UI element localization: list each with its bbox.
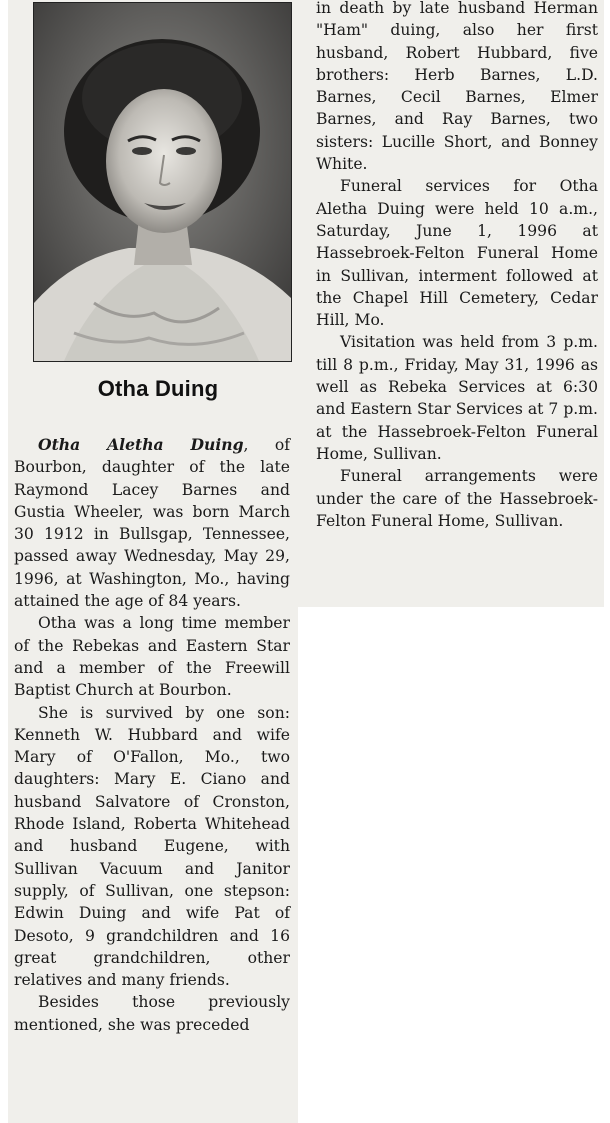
body-left-column: [14, 434, 290, 1036]
lead-paragraph-text: , of Bourbon, daughter of the late Raymond Lacey Barnes and Gustia Wheeler, was born March 30 1912 in Bullsgap, Tennessee, passed away Wednesday, May 29, 1996, at Washington, Mo., having attained the age of 84 years.: [14, 436, 290, 611]
arrangements-paragraph: Funeral arrangements were under the care of the Hassebroek-Felton Funeral Home, Sullivan.: [316, 467, 598, 530]
lead-paragraph: [14, 434, 290, 612]
survivors-paragraph: She is survived by one son: Kenneth W. Hubbard and wife Mary of O'Fallon, Mo., two daughters: Mary E. Ciano and husband Salvatore of Cronston, Rhode Island, Roberta Whitehead and husband Eugene, with Sullivan Vacuum and Janitor supply, of Sullivan, one stepson: Edwin Duing and wife Pat of Desoto, 9 grandchildren and 16 great grandchildren, other relatives and many friends.: [14, 703, 290, 990]
membership-paragraph: Otha was a long time member of the Rebekas and Eastern Star and a member of the Freewill Baptist Church at Bourbon.: [14, 614, 290, 700]
portrait-photo: [33, 2, 292, 362]
preceded-paragraph-start: Besides those previously mentioned, she was preceded: [14, 993, 290, 1034]
deceased-full-name: Otha Aletha Duing: [38, 435, 244, 454]
obituary-headline: Otha Duing: [97, 376, 219, 401]
body-right-column: [316, 0, 598, 532]
visitation-paragraph: Visitation was held from 3 p.m. till 8 p.m., Friday, May 31, 1996 as well as Rebeka Services at 6:30 and Eastern Star Services at 7 p.m. at the Hassebroek-Felton Funeral Home, Sullivan.: [316, 333, 598, 463]
funeral-services-paragraph: Funeral services for Otha Aletha Duing were held 10 a.m., Saturday, June 1, 1996 at Hassebroek-Felton Funeral Home in Sullivan, interment followed at the Chapel Hill Cemetery, Cedar Hill, Mo.: [316, 177, 598, 330]
preceded-paragraph-continued: in death by late husband Herman "Ham" duing, also her first husband, Robert Hubbard, five brothers: Herb Barnes, L.D. Barnes, Cecil Barnes, Elmer Barnes, and Ray Barnes, two sisters: Lucille Short, and Bonney White.: [316, 0, 598, 174]
portrait-photo-icon: [34, 3, 291, 361]
